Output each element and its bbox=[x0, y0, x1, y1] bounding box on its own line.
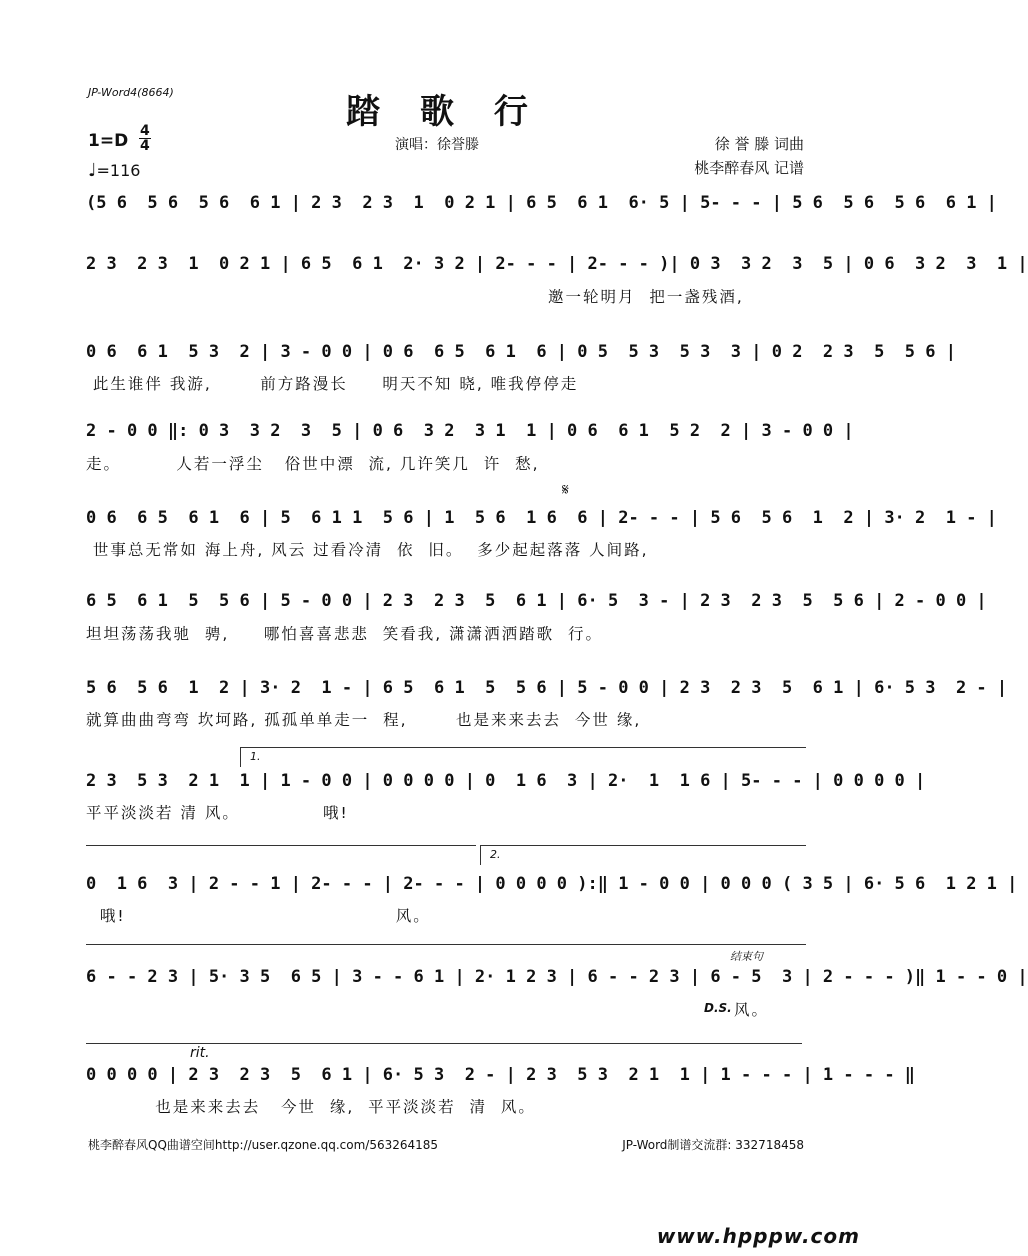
lyric-line-5: 世事总无常如 海上舟, 风云 过看冷清 依 旧。 多少起起落落 人间路, bbox=[86, 541, 649, 559]
volta-2-bracket bbox=[480, 845, 806, 846]
volta-2-bracket-start bbox=[480, 845, 481, 865]
score-line-8: 2 3 5 3 2 1 1 | 1 - 0 0 | 0 0 0 0 | 0 1 6 3 | 2· 1 1 6 | 5- - - | 0 0 0 0 | bbox=[86, 771, 926, 791]
lyric-line-11: 也是来来去去 今世 缘, 平平淡淡若 清 风。 bbox=[86, 1098, 536, 1116]
credits bbox=[694, 132, 804, 180]
volta-1-label: 1. bbox=[250, 750, 261, 763]
lyric-line-2: 邀一轮明月 把一盏残酒, bbox=[548, 288, 744, 306]
ritardando-marking: rit. bbox=[190, 1045, 210, 1061]
volta-1-bracket bbox=[240, 747, 806, 748]
volta-1-bracket-continued bbox=[86, 845, 476, 846]
footer-qq-space: 桃李醉春风QQ曲谱空间http://user.qzone.qq.com/563264185 bbox=[88, 1138, 439, 1152]
ds-lyric: 风。 bbox=[734, 1001, 770, 1019]
lyric-line-6: 坦坦荡荡我驰 骋, 哪怕喜喜悲悲 笑看我, 潇潇洒洒踏歌 行。 bbox=[86, 625, 603, 643]
score-line-5: 0 6 6 5 6 1 6 | 5 6 1 1 5 6 | 1 5 6 1 6 6 | 2- - - | 5 6 5 6 1 2 | 3· 2 1 - | bbox=[86, 508, 997, 528]
singer-credit: 演唱：徐誉滕 bbox=[395, 137, 479, 153]
volta-1-bracket-start bbox=[240, 747, 241, 767]
score-line-3: 0 6 6 1 5 3 2 | 3 - 0 0 | 0 6 6 5 6 1 6 | 0 5 5 3 5 3 3 | 0 2 2 3 5 5 6 | bbox=[86, 342, 956, 362]
quarter-note-icon: ♩ bbox=[88, 160, 97, 181]
software-label: JP-Word4(8664) bbox=[88, 86, 174, 99]
volta-2-label: 2. bbox=[490, 848, 501, 861]
watermark: www.hpppw.com bbox=[656, 1224, 860, 1248]
tempo-value: =116 bbox=[96, 161, 141, 180]
time-signature-bottom: 4 bbox=[140, 138, 150, 154]
score-line-10: 6 - - 2 3 | 5· 3 5 6 5 | 3 - - 6 1 | 2· 1 2 3 | 6 - - 2 3 | 6 - 5 3 | 2 - - - )‖ 1 - - 0 | bbox=[86, 967, 1028, 987]
composer-credit: 徐 誉 滕 词曲 bbox=[714, 135, 804, 153]
segno-icon: 𝄋 bbox=[562, 480, 569, 499]
time-signature-top: 4 bbox=[140, 123, 150, 139]
ds-marking: D.S. bbox=[704, 1001, 732, 1015]
score-line-1: (5 6 5 6 5 6 6 1 | 2 3 2 3 1 0 2 1 | 6 5 6 1 6· 5 | 5- - - | 5 6 5 6 5 6 6 1 | bbox=[86, 193, 997, 213]
transcriber-credit: 桃李醉春风 记谱 bbox=[694, 159, 804, 177]
footer-group: JP-Word制谱交流群: 332718458 bbox=[622, 1138, 804, 1152]
volta-2-bracket-continued bbox=[86, 944, 806, 945]
song-title: 踏 歌 行 bbox=[346, 92, 542, 132]
lyric-line-8: 平平淡淡若 清 风。 哦! bbox=[86, 804, 349, 822]
score-line-11: 0 0 0 0 | 2 3 2 3 5 6 1 | 6· 5 3 2 - | 2 3 5 3 2 1 1 | 1 - - - | 1 - - - ‖ bbox=[86, 1065, 916, 1085]
lyric-line-9: 哦! 风。 bbox=[86, 907, 431, 925]
key-signature: 1=D bbox=[88, 131, 129, 151]
ending-label: 结束句 bbox=[730, 950, 763, 963]
time-signature bbox=[139, 124, 151, 153]
lyric-line-4: 走。 人若一浮尘 俗世中漂 流, 几许笑几 许 愁, bbox=[86, 455, 540, 473]
tempo-marking bbox=[88, 160, 140, 181]
score-line-6: 6 5 6 1 5 5 6 | 5 - 0 0 | 2 3 2 3 5 6 1 | 6· 5 3 - | 2 3 2 3 5 5 6 | 2 - 0 0 | bbox=[86, 591, 987, 611]
score-line-9: 0 1 6 3 | 2 - - 1 | 2- - - | 2- - - | 0 0 0 0 ):‖ 1 - 0 0 | 0 0 0 ( 3 5 | 6· 5 6 1 2 1 | bbox=[86, 874, 1018, 894]
lyric-line-7: 就算曲曲弯弯 坎坷路, 孤孤单单走一 程, 也是来来去去 今世 缘, bbox=[86, 711, 642, 729]
lyric-line-3: 此生谁伴 我游, 前方路漫长 明天不知 晓, 唯我停停走 bbox=[86, 375, 579, 393]
score-line-4: 2 - 0 0 ‖: 0 3 3 2 3 5 | 0 6 3 2 3 1 1 | 0 6 6 1 5 2 2 | 3 - 0 0 | bbox=[86, 421, 854, 441]
ending-bracket bbox=[86, 1043, 802, 1044]
score-line-2: 2 3 2 3 1 0 2 1 | 6 5 6 1 2· 3 2 | 2- - - | 2- - - )| 0 3 3 2 3 5 | 0 6 3 2 3 1 | bbox=[86, 254, 1028, 274]
score-line-7: 5 6 5 6 1 2 | 3· 2 1 - | 6 5 6 1 5 5 6 | 5 - 0 0 | 2 3 2 3 5 6 1 | 6· 5 3 2 - | bbox=[86, 678, 1008, 698]
